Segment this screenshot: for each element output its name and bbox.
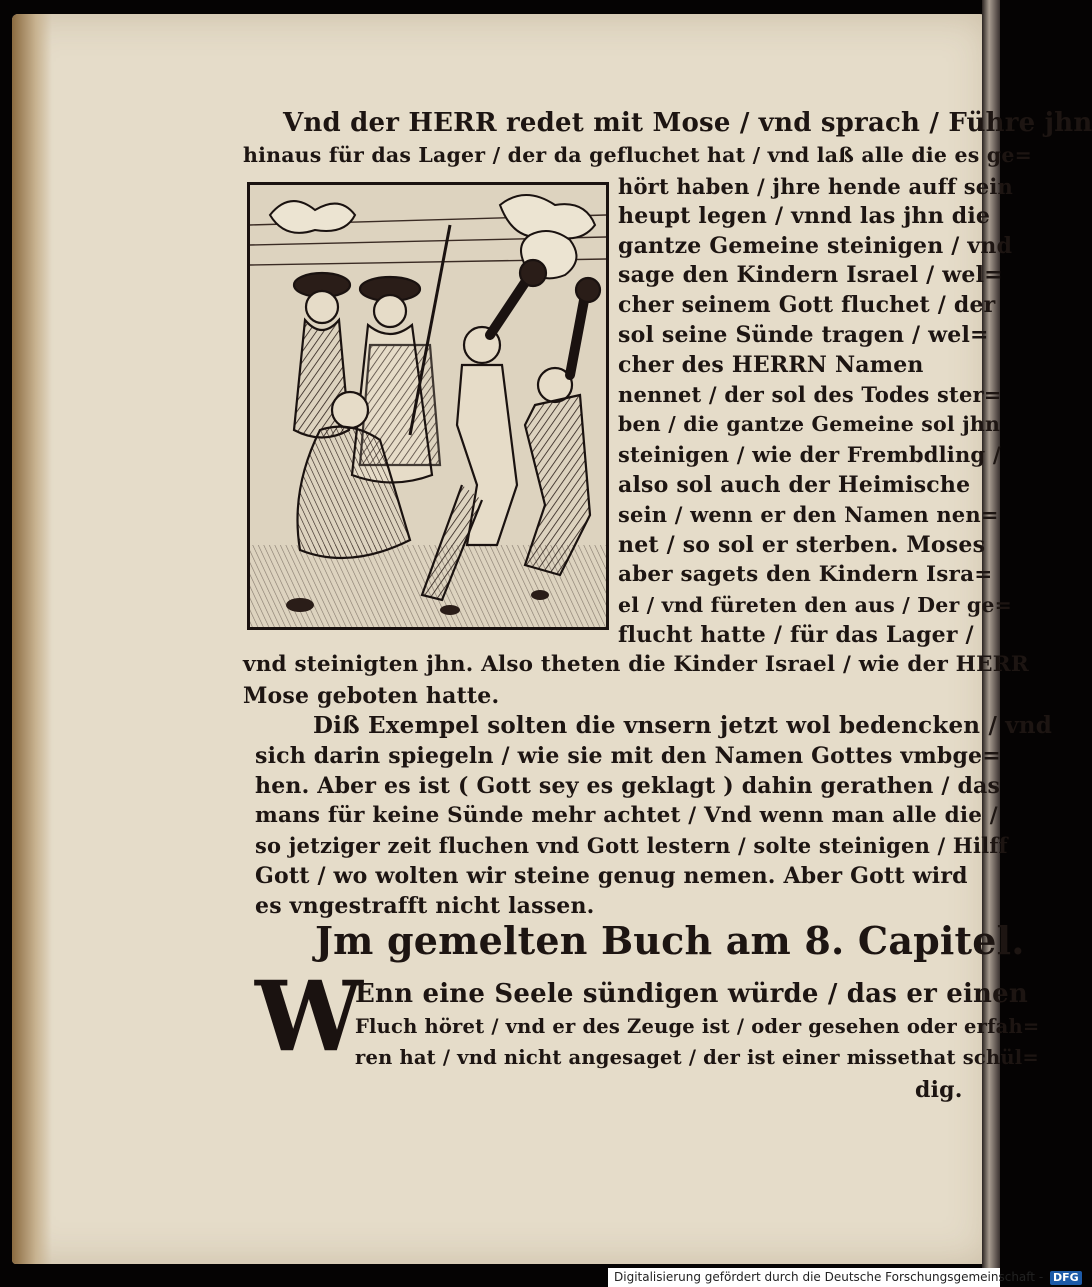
text-line: hört haben / jhre hende auff sein <box>618 174 1013 199</box>
woodcut-illustration <box>247 182 609 630</box>
text-line: el / vnd füreten den aus / Der ge= <box>618 593 1013 617</box>
text-line: cher des HERRN Namen <box>618 352 924 378</box>
text-line: sol seine Sünde tragen / wel= <box>618 322 989 348</box>
digitization-footer <box>608 1268 1079 1287</box>
text-line: ben / die gantze Gemeine sol jhn <box>618 412 1001 436</box>
text-line: nennet / der sol des Todes ster= <box>618 382 1002 407</box>
text-line: also sol auch der Heimische <box>618 472 971 498</box>
text-line: net / so sol er sterben. Moses <box>618 532 986 558</box>
text-line: cher seinem Gott fluchet / der <box>618 292 996 318</box>
page-gutter <box>12 14 52 1264</box>
text-line: Enn eine Seele sündigen würde / das er einen <box>355 979 1028 1009</box>
stoning-scene-image <box>250 185 606 627</box>
decorated-initial: W <box>255 960 363 1073</box>
text-line: flucht hatte / für das Lager / <box>618 622 974 648</box>
text-line: Gott / wo wolten wir steine genug nemen. Aber Gott wird <box>255 863 968 889</box>
text-line: Vnd der HERR redet mit Mose / vnd sprach / Führe jhn <box>283 108 1092 138</box>
text-line: vnd steinigten jhn. Also theten die Kinder Israel / wie der HERR <box>243 652 1029 677</box>
text-line: sich darin spiegeln / wie sie mit den Namen Gottes vmbge= <box>255 743 1001 769</box>
text-line: Mose geboten hatte. <box>243 683 500 709</box>
dfg-logo[interactable]: DFG <box>1050 1271 1082 1285</box>
text-line: aber sagets den Kindern Isra= <box>618 562 993 587</box>
text-line: hinaus für das Lager / der da gefluchet hat / vnd laß alle die es ge= <box>243 143 1032 167</box>
text-line: sage den Kindern Israel / wel= <box>618 262 1003 288</box>
text-line: steinigen / wie der Frembdling / <box>618 442 1001 467</box>
text-line: heupt legen / vnnd las jhn die <box>618 203 991 229</box>
footer-text: Digitalisierung gefördert durch die Deutsche Forschungsgemeinschaft - <box>614 1270 1044 1284</box>
text-line: mans für keine Sünde mehr achtet / Vnd wenn man alle die / <box>255 803 998 828</box>
text-line: so jetziger zeit fluchen vnd Gott lestern / solte steinigen / Hilff <box>255 833 1008 858</box>
text-line: Diß Exempel solten die vnsern jetzt wol bedencken / vnd <box>313 712 1053 739</box>
text-line: gantze Gemeine steinigen / vnd <box>618 233 1013 259</box>
text-line: sein / wenn er den Namen nen= <box>618 502 999 527</box>
text-line: dig. <box>915 1077 963 1103</box>
text-line: es vngestrafft nicht lassen. <box>255 893 595 919</box>
text-line: ren hat / vnd nicht angesaget / der ist einer missethat schül= <box>355 1046 1039 1069</box>
text-line: hen. Aber es ist ( Gott sey es geklagt ) dahin gerathen / das <box>255 773 1001 799</box>
section-heading: Jm gemelten Buch am 8. Capitel. <box>315 918 1025 963</box>
text-line: Fluch höret / vnd er des Zeuge ist / oder gesehen oder erfah= <box>355 1015 1040 1038</box>
